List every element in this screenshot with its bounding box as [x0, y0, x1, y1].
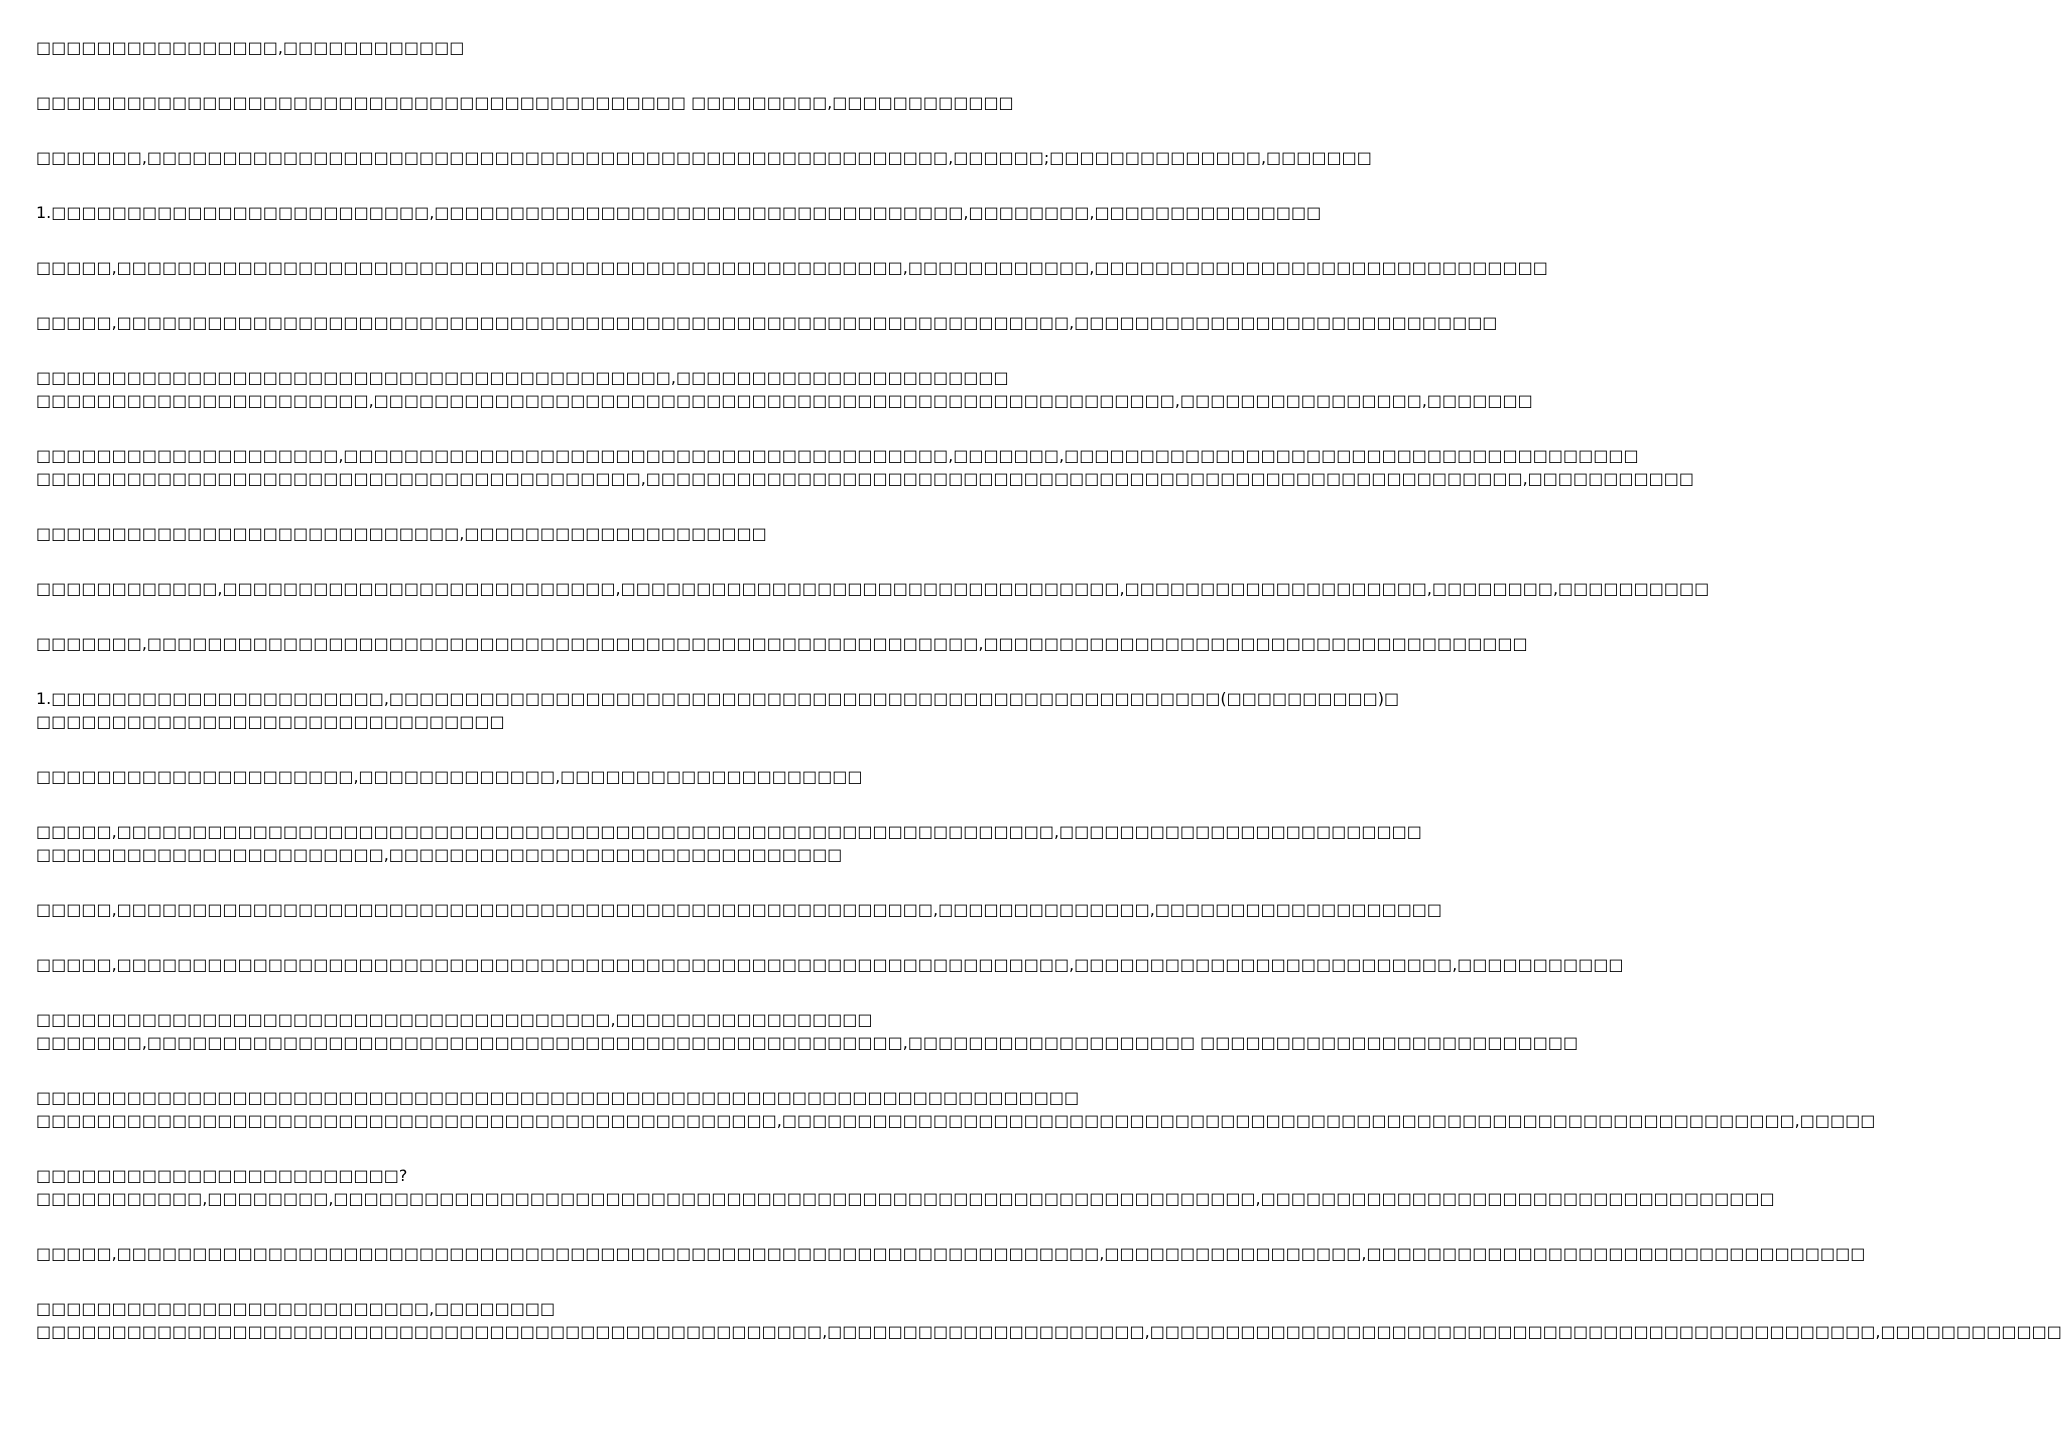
paragraph	[36, 1008, 1579, 1054]
text-line: □□□□□,□□□□□□□□□□□□□□□□□□□□□□□□□□□□□□□□□□□□□□□□□□□□□□□□□□□□□□,□□□□□□□□□□□□□□,□□□□□□□□□□□□□□□□□□□	[36, 900, 1443, 919]
paragraph	[36, 146, 1372, 169]
text-line: □□□□□□□□□□□□□□□□□□□□□□□□□□□□□□□□□□□□□□□□□□□ □□□□□□□□□,□□□□□□□□□□□□	[36, 93, 1014, 112]
paragraph	[36, 36, 989, 59]
text-line: □□□□□□□□□□□□□□□□□□□□□□□□□□,□□□□□□□□	[36, 1299, 556, 1318]
paragraph	[36, 632, 1528, 655]
text-line: □□□□□□□□□□□□□□□□□□□□□,□□□□□□□□□□□□□,□□□□□□□□□□□□□□□□□□□□	[36, 767, 863, 786]
text-line: □□□□□,□□□□□□□□□□□□□□□□□□□□□□□□□□□□□□□□□□□□□□□□□□□□□□□□□□□□□□□□□□□□□□□,□□□□□□□□□□□□□□□□□□□□□□□□□□□□	[36, 313, 1498, 332]
text-line: □□□□□,□□□□□□□□□□□□□□□□□□□□□□□□□□□□□□□□□□□□□□□□□□□□□□□□□□□□,□□□□□□□□□□□□,□□□□□□□□□□□□□□□□□□□□□□□□□□□□□□	[36, 258, 1548, 277]
text-line: □□□□□□□□□□□□□□□□□□□□□□,□□□□□□□□□□□□□□□□□□□□□□□□□□□□□□□□□□□□□□□□□□□□□□□□□□□□□,□□□□□□□□□□□□□□□□,□□□□□□□	[36, 391, 1533, 410]
paragraph	[36, 201, 1322, 224]
paragraph	[36, 1297, 2062, 1343]
paragraph	[36, 1164, 1775, 1210]
text-line: 1.□□□□□□□□□□□□□□□□□□□□□□,□□□□□□□□□□□□□□□□□□□□□□□□□□□□□□□□□□□□□□□□□□□□□□□□□□□□□□□(□□□□□□□□□□)□	[36, 689, 1400, 708]
paragraph	[36, 522, 989, 545]
text-line: □□□□□□□,□□□□□□□□□□□□□□□□□□□□□□□□□□□□□□□□□□□□□□□□□□□□□□□□□□□□□□□,□□□□□□□□□□□□□□□□□□□□□□□□□□□□□□□□□□□□	[36, 634, 1528, 653]
text-line: □□□□□□□□□□□,□□□□□□□□,□□□□□□□□□□□□□□□□□□□□□□□□□□□□□□□□□□□□□□□□□□□□□□□□□□□□□□□□□□□□□,□□□□□□□□□□□□□□□□□□□□□□□□□□□□□□□□□□	[36, 1189, 1775, 1208]
text-line: □□□□□□□□□□□□□□□□□□□□□□□□□□□□,□□□□□□□□□□□□□□□□□□□□	[36, 524, 767, 543]
paragraph	[36, 898, 1443, 921]
text-line: □□□□□□□□□□□□,□□□□□□□□□□□□□□□□□□□□□□□□□□,□□□□□□□□□□□□□□□□□□□□□□□□□□□□□□□□□,□□□□□□□□□□□□□□□□□□□□,□□□□□□□□,□□□□□□□□□□	[36, 579, 1710, 598]
paragraph	[36, 366, 1533, 412]
text-line: □□□□□□□□□□□□□□□□□□□□,□□□□□□□□□□□□□□□□□□□□□□□□□□□□□□□□□□□□□□□□,□□□□□□□,□□□□□□□□□□□□□□□□□□□□□□□□□□□□□□□□□□□□□□	[36, 446, 1639, 465]
paragraph	[36, 91, 1014, 114]
text-line: □□□□□□□,□□□□□□□□□□□□□□□□□□□□□□□□□□□□□□□□□□□□□□□□□□□□□□□□□□,□□□□□□□□□□□□□□□□□□□ □□□□□□□□□□□□□□□□□□□□□□□□□	[36, 1033, 1579, 1052]
document-body	[36, 36, 2062, 1375]
text-line: □□□□□,□□□□□□□□□□□□□□□□□□□□□□□□□□□□□□□□□□□□□□□□□□□□□□□□□□□□□□□□□□□□□□,□□□□□□□□□□□□□□□□□□□□□□□□	[36, 822, 1422, 841]
paragraph	[36, 577, 1710, 600]
text-line: □□□□□□□,□□□□□□□□□□□□□□□□□□□□□□□□□□□□□□□□□□□□□□□□□□□□□□□□□□□□□,□□□□□□;□□□□□□□□□□□□□□,□□□□□□□	[36, 148, 1372, 167]
text-line: □□□□□□□□□□□□□□□□□□□□□□□□□□□□□□□□□□□□□□□□□□□□□□□□□,□□□□□□□□□□□□□□□□□□□□□□□□□□□□□□□□□□□□□□□□□□□□□□□□□□□□□□□□□□□□□□□□□□□,□□□□□	[36, 1111, 1876, 1130]
paragraph	[36, 1086, 1876, 1132]
paragraph	[36, 311, 1498, 334]
text-line: □□□□□□□□□□□□□□□□□□□□□□□□□□□□□□□□□□□□□□□□,□□□□□□□□□□□□□□□□□□□□□□□□□□□□□□□□□□□□□□□□□□□□□□□□□□□□□□□□□□,□□□□□□□□□□□	[36, 469, 1694, 488]
paragraph	[36, 820, 1422, 866]
paragraph	[36, 953, 1624, 976]
text-line: □□□□□□□□□□□□□□□□□□□□□□□□□□□□□□□□□□□□□□□□□□□□□□□□□□□□□□□□□□□□□□□□□□□□□	[36, 1088, 1080, 1107]
paragraph	[36, 765, 989, 788]
text-line: □□□□□,□□□□□□□□□□□□□□□□□□□□□□□□□□□□□□□□□□□□□□□□□□□□□□□□□□□□□□□□□□□□□□□,□□□□□□□□□□□□□□□□□□□□□□□□□,□□□□□□□□□□□	[36, 955, 1624, 974]
text-line: □□□□□□□□□□□□□□□□□□□□□□□□?	[36, 1166, 408, 1185]
text-line: 1.□□□□□□□□□□□□□□□□□□□□□□□□□,□□□□□□□□□□□□□□□□□□□□□□□□□□□□□□□□□□□,□□□□□□□□,□□□□□□□□□□□□□□□	[36, 203, 1322, 222]
paragraph	[36, 256, 1548, 279]
text-line: □□□□□□□□□□□□□□□□□□□□□□□□□□□□□□□	[36, 712, 505, 731]
text-line: □□□□□□□□□□□□□□□□□□□□□□□□□□□□□□□□□□□□□□□□□□□□□□□□□□□□,□□□□□□□□□□□□□□□□□□□□□,□□□□□□□□□□□□□□□□□□□□□□□□□□□□□□□□□□□□□□□□□□□□□□□□,□□□□□□□□□□□□	[36, 1322, 2062, 1341]
text-line: □□□□□□□□□□□□□□□□□□□□□□□□□□□□□□□□□□□□□□,□□□□□□□□□□□□□□□□□	[36, 1010, 873, 1029]
text-line: □□□□□□□□□□□□□□□□□□□□□□□,□□□□□□□□□□□□□□□□□□□□□□□□□□□□□□	[36, 845, 843, 864]
text-line: □□□□□,□□□□□□□□□□□□□□□□□□□□□□□□□□□□□□□□□□□□□□□□□□□□□□□□□□□□□□□□□□□□□□□□□,□□□□□□□□□□□□□□□□□,□□□□□□□□□□□□□□□□□□□□□□□□□□□□□□□□□	[36, 1244, 1866, 1263]
paragraph	[36, 444, 1694, 490]
text-line: □□□□□□□□□□□□□□□□,□□□□□□□□□□□□	[36, 38, 465, 57]
paragraph	[36, 687, 1400, 733]
text-line: □□□□□□□□□□□□□□□□□□□□□□□□□□□□□□□□□□□□□□□□□□,□□□□□□□□□□□□□□□□□□□□□□	[36, 368, 1009, 387]
paragraph	[36, 1242, 1866, 1265]
